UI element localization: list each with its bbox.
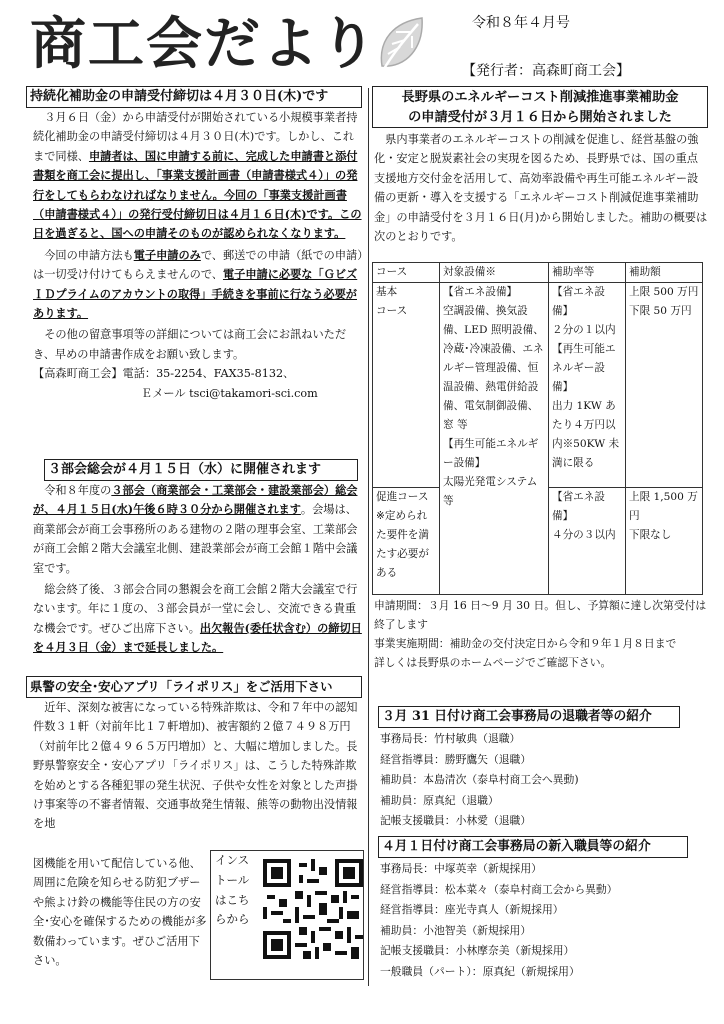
list-item: 経営指導員：座光寺真人（新規採用）	[380, 903, 564, 917]
list-item: 補助員：原真紀（退職）	[380, 793, 499, 807]
list-item: 経営指導員：勝野鷹矢（退職）	[380, 752, 532, 766]
article2-para2-a: 総会終了後、３部会合同の懇親会を商工会館２階大会議室で行ないます。年に１度の、３部会員が一堂に会し、交流できる貴重な機会です。ぜひご出席下さい。	[33, 583, 358, 635]
table-row	[373, 283, 703, 488]
article5-list	[380, 729, 706, 832]
article2-para1-a: 令和８年度の	[44, 484, 112, 497]
table-header-course: コース	[373, 263, 440, 283]
list-item: 記帳支援職員：小林摩奈美（新規採用）	[380, 944, 575, 958]
article2-heading: ３部会総会が４月１５日（水）に開催されます	[44, 459, 358, 481]
article1-heading: 持続化補助金の申請受付締切は４月３０日(木)です	[26, 86, 362, 108]
article1-para2-d: 電子申請に必要な「ＧビズＩＤプライムのアカウントの取得」手続きを事前に行なう必要があります。	[33, 267, 358, 321]
list-item: 事務局長：中塚英幸（新規採用）	[380, 862, 542, 875]
article2-para1	[33, 481, 363, 578]
article2-para1-b: ３部会（商業部会・工業部会・建設業部会）総会が、４月１５日(水)午後６時３０分から開催されます	[33, 483, 358, 517]
article3-body	[33, 698, 363, 834]
article1-para1-text: ３月６日（金）から申請受付が開始されている小規模事業者持続化補助金の申請受付締切は４月３０日(木)です。しかし、これまで同様、	[33, 111, 358, 163]
table-cell: 【省エネ設備】 ２分の１以内 【再生可能エネルギー設備】 出力 1KW あたり４万円以内※50KW 未満に限る	[549, 283, 626, 488]
install-label: インストールはこちらから	[215, 853, 250, 927]
article4-para1: 県内事業者のエネルギーコストの削減を促進し、経営基盤の強化・安定と脱炭素社会の実現を図るため、長野県では、国の重点支援地方交付金を活用して、高効率設備や再生可能エネルギー設備の更新・導入を支援する「エネルギーコスト削減促進事業補助金」の申請受付を３月１６日(月)から開始しました。補助の概要は次のとおりです。	[374, 133, 708, 244]
publisher: 【発行者：高森町商工会】	[462, 63, 630, 79]
table-cell: 上限 500 万円 下限 50 万円	[626, 283, 703, 488]
subsidy-table	[372, 262, 703, 595]
article4-body	[374, 130, 708, 246]
article1-para2-c: で、郵送での申請（紙での申請）は一切受け付けてもらえませんので、	[33, 248, 363, 282]
table-header-row	[373, 263, 703, 283]
article1-para2-a: 今回の申請方法も	[44, 248, 134, 262]
article4-notes	[374, 596, 708, 672]
implementation-period: 事業実施期間：補助金の交付決定日から令和９年１月８日まで	[374, 637, 677, 650]
article1-para3: その他の留意事項等の詳細については商工会にお訊ねいただき、早めの申請書作成をお願い致します。	[33, 328, 347, 361]
article2-body	[33, 481, 363, 658]
table-cell: 上限 1,500 万円 下限なし	[626, 488, 703, 595]
article2-para2	[33, 580, 363, 658]
list-item: 記帳支援職員：小林愛（退職）	[380, 814, 532, 828]
list-item: 事務局長：竹村敏典（退職）	[380, 732, 521, 745]
list-item: 一般職員（パート）：原真紀（新規採用）	[380, 964, 580, 978]
article5-heading: ３月 31 日付け商工会事務局の退職者等の紹介	[378, 706, 680, 728]
subsidy-table-wrap	[372, 262, 703, 595]
table-cell: 基本 コース	[373, 283, 440, 488]
list-item: 経営指導員：松本菜々（泰阜村商工会から異動）	[380, 882, 618, 896]
masthead-title: 商工会だより	[30, 12, 378, 77]
leaf-icon	[372, 14, 432, 80]
article1-body	[33, 108, 363, 403]
article1-para2-b: 電子申請のみ	[133, 247, 201, 262]
article3-para1: 近年、深刻な被害になっている特殊詐欺は、令和７年中の認知件数３１軒（対前年比１７軒増加)、被害額約２億７４９８万円（対前年比２億４９６５万円増加）と、大幅に増加しました。長野県警察安全・安心アプリ「ライポリス」は、こうした特殊詐欺を始めとする各種犯罪の発生状況、子供や女性を対象とした声掛け事案等の不審者情報、交通事故発生情報、熊等の動物出没情報を地	[33, 701, 358, 831]
article6-heading: ４月１日付け商工会事務局の新入職員等の紹介	[378, 836, 688, 858]
article1-para2	[33, 246, 363, 324]
article1-para1-emphasis: 申請者は、国に申請する前に、完成した申請書と添付書類を商工会に提出し、「事業支援計画書（申請書様式４）」の発行をしてもらわなければなりません。今回の「事業支援計画書（申請書様式４）」の発行受付締切日は４月１６日(木)です。この日を過ぎると、国への申請そのものが認められなくなります。	[33, 148, 362, 241]
article4-heading	[372, 86, 708, 128]
article2-para2-b: 出欠報告(委任状含む）の締切日を４月３日（金）まで延長しました。	[33, 620, 362, 655]
article4-heading-line2: の申請受付が３月１６日から開始されました	[408, 109, 672, 125]
table-cell: 促進コース ※定められた要件を満たす必要がある	[373, 488, 440, 595]
table-cell: 【省エネ設備】 空調設備、換気設備、LED 照明設備、冷蔵･冷凍設備、エネルギー管理設備、恒温設備、熱電併給設備、電気制御設備、窓 等 【再生可能エネルギー設備】 太陽光発電システム 等	[440, 283, 549, 595]
article3-continued	[33, 854, 207, 970]
article6-list	[380, 859, 706, 983]
issue-date: 令和８年４月号	[472, 15, 570, 31]
table-header-rate: 補助率等	[549, 263, 626, 283]
article3-para1-cont: 図機能を用いて配信している他、周囲に危険を知らせる防犯ブザーや熊よけ鈴の機能等住民の方の安全･安心を確保するための機能が多数備わっています。ぜひご活用下さい。	[33, 857, 207, 968]
details-note: 詳しくは長野県のホームページでご確認下さい。	[374, 656, 612, 669]
application-period: 申請期間：３月 16 日～9 月 30 日。但し、予算額に達し次第受付は終了します	[374, 599, 707, 631]
table-cell: 【省エネ設備】 ４分の３以内	[549, 488, 626, 595]
qr-code[interactable]	[263, 859, 363, 959]
list-item: 補助員：本島清次（泰阜村商工会へ異動)	[380, 773, 579, 787]
app-install-box[interactable]	[210, 850, 364, 980]
contact-line-email: Ｅメール tsci@takamori-sci.com	[141, 386, 318, 400]
article2-para1-c: 。会場は、商業部会が商工会事務所のある建物の２階の理事会室、工業部会が商工会館２階大会議室北側、建設業部会が商工会館１階中会議室です。	[33, 503, 358, 575]
contact-line-phone: 【高森町商工会】電話：35-2254、FAX35-8132、	[33, 367, 295, 381]
article3-heading: 県警の安全･安心アプリ「ライポリス」をご活用下さい	[26, 676, 362, 698]
article1-para1	[33, 108, 363, 244]
table-header-amount: 補助額	[626, 263, 703, 283]
article4-heading-line1: 長野県のエネルギーコスト削減推進事業補助金	[401, 90, 679, 105]
column-divider	[368, 88, 369, 986]
list-item: 補助員：小池智美（新規採用）	[380, 923, 532, 937]
table-header-equipment: 対象設備※	[440, 263, 549, 283]
